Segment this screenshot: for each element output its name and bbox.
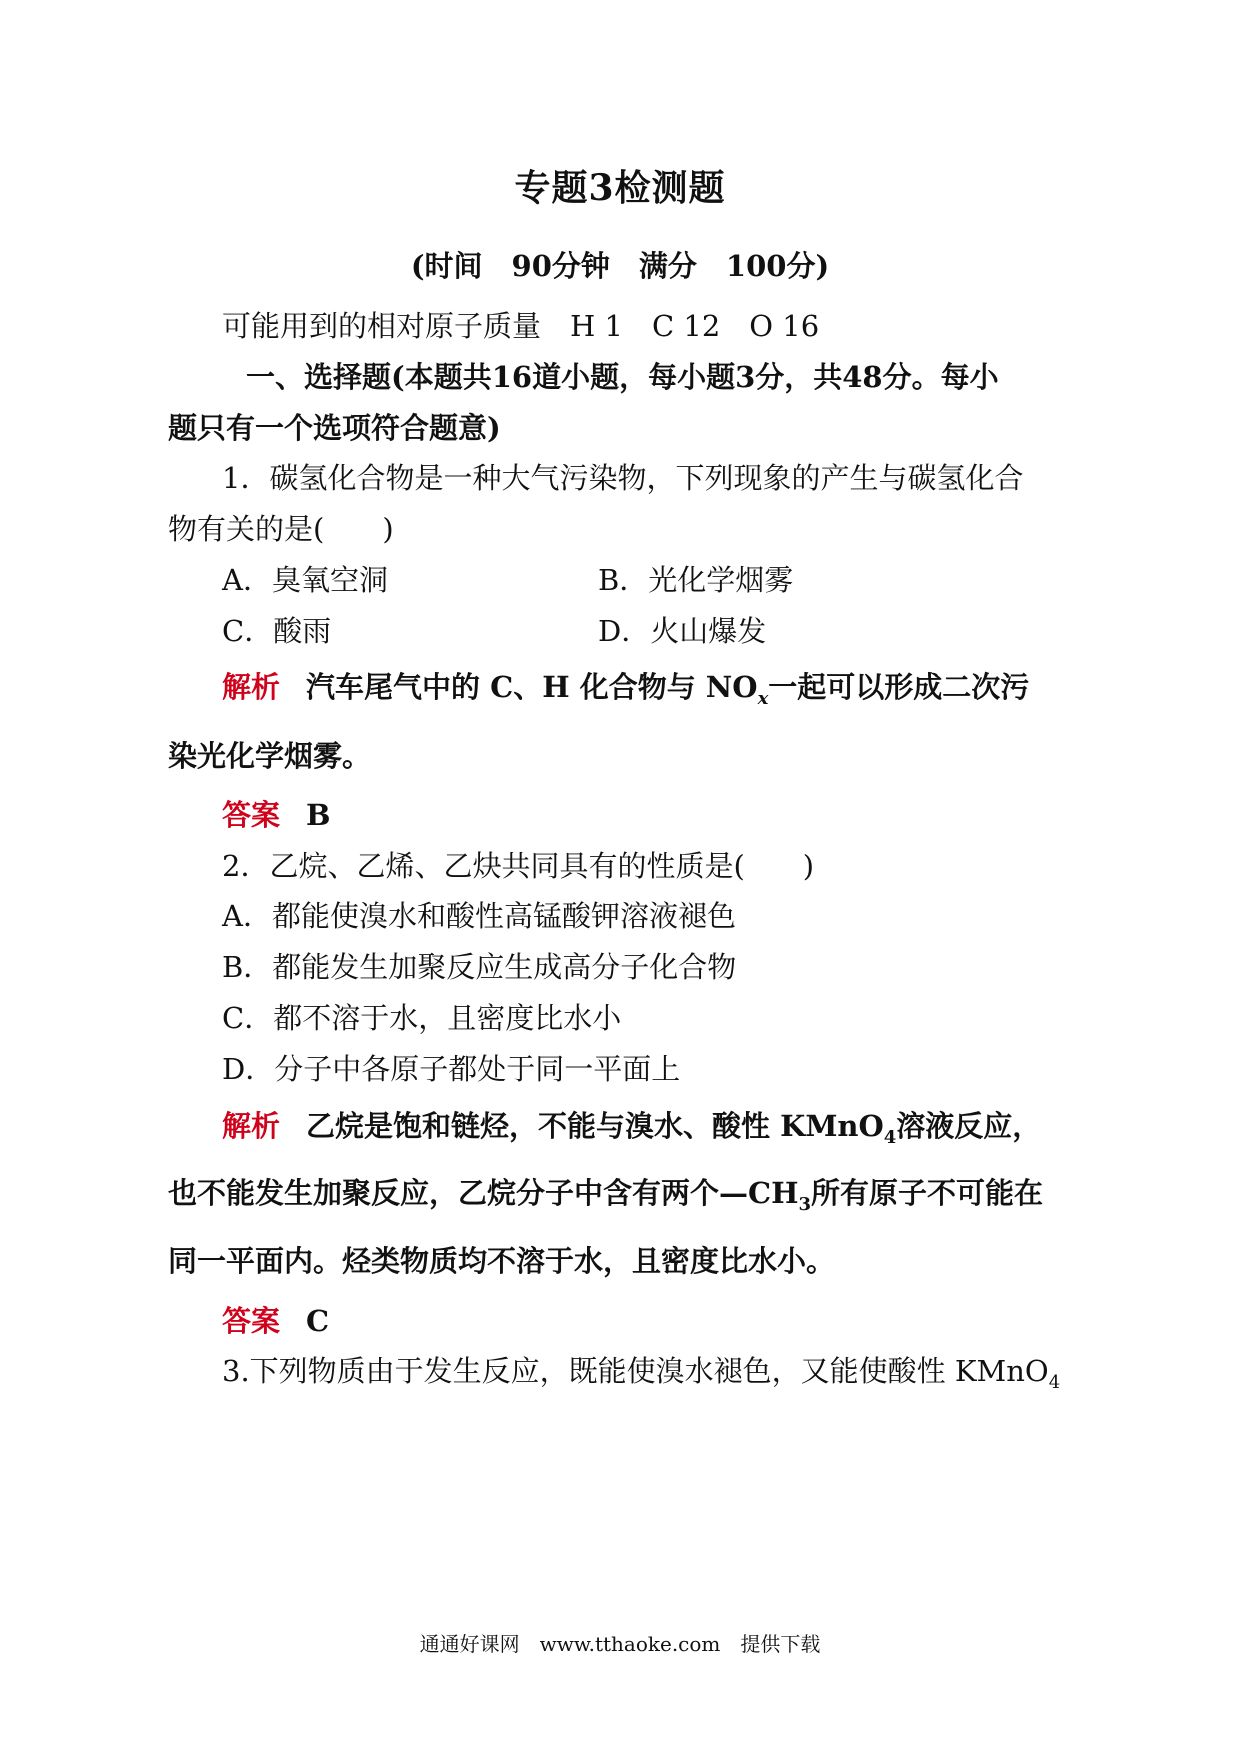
question-1-stem: 1．碳氢化合物是一种大气污染物，下列现象的产生与碳氢化合 <box>222 461 1024 495</box>
question-1-analysis: 解析 汽车尾气中的 C、H 化合物与 $NO_x$一起可以形成二次污 <box>222 670 1030 709</box>
footer-credit: 通通好课网 www.tthaoke.com 提供下载 <box>419 1632 821 1656</box>
question-1-answer <box>222 795 331 835</box>
exam-info: (时间 90分钟 满分 100分) <box>410 249 830 283</box>
page-title: 专题3检测题 <box>514 167 726 209</box>
answer-value: C <box>306 1304 330 1338</box>
question-1-option-b: B．光化学烟雾 <box>598 563 794 597</box>
question-1-option-c: C．酸雨 <box>222 614 332 648</box>
question-1-option-d: D．火山爆发 <box>598 614 767 648</box>
section-heading: 一、选择题(本题共16道小题，每小题3分，共48分。每小 <box>246 360 999 394</box>
section-heading-cont: 题只有一个选项符合题意) <box>168 411 501 445</box>
question-2-analysis-cont-2: 同一平面内。烃类物质均不溶于水，且密度比水小。 <box>168 1244 836 1278</box>
question-2-analysis: 解析 乙烷是饱和链烃，不能与溴水、酸性 KMnO$_4$溶液反应， <box>222 1109 1042 1148</box>
question-2-option-d: D．分子中各原子都处于同一平面上 <box>222 1052 681 1086</box>
analysis-label: 解析 <box>222 670 281 704</box>
atomic-mass-note: 可能用到的相对原子质量 H 1 C 12 O 16 <box>222 309 820 343</box>
answer-value: B <box>306 798 331 832</box>
question-1-analysis-cont: 染光化学烟雾。 <box>168 739 372 773</box>
question-2-option-b: B．都能发生加聚反应生成高分子化合物 <box>222 950 737 984</box>
answer-label: 答案 <box>222 798 281 832</box>
answer-label: 答案 <box>222 1304 281 1338</box>
question-3-stem: 3.下列物质由于发生反应，既能使溴水褪色，又能使酸性 KMnO$_4$ <box>222 1354 1061 1393</box>
question-1-option-a: A．臭氧空洞 <box>222 563 388 597</box>
question-1-stem-cont: 物有关的是( ) <box>168 512 394 546</box>
question-2-analysis-cont: 也不能发生加聚反应，乙烷分子中含有两个$—CH_3$所有原子不可能在 <box>168 1176 1044 1215</box>
question-2-stem: 2．乙烷、乙烯、乙炔共同具有的性质是( ) <box>222 849 815 883</box>
question-2-option-a: A．都能使溴水和酸性高锰酸钾溶液褪色 <box>222 899 736 933</box>
analysis-label: 解析 <box>222 1109 281 1143</box>
question-2-option-c: C．都不溶于水，且密度比水小 <box>222 1001 622 1035</box>
question-2-answer <box>222 1301 329 1341</box>
